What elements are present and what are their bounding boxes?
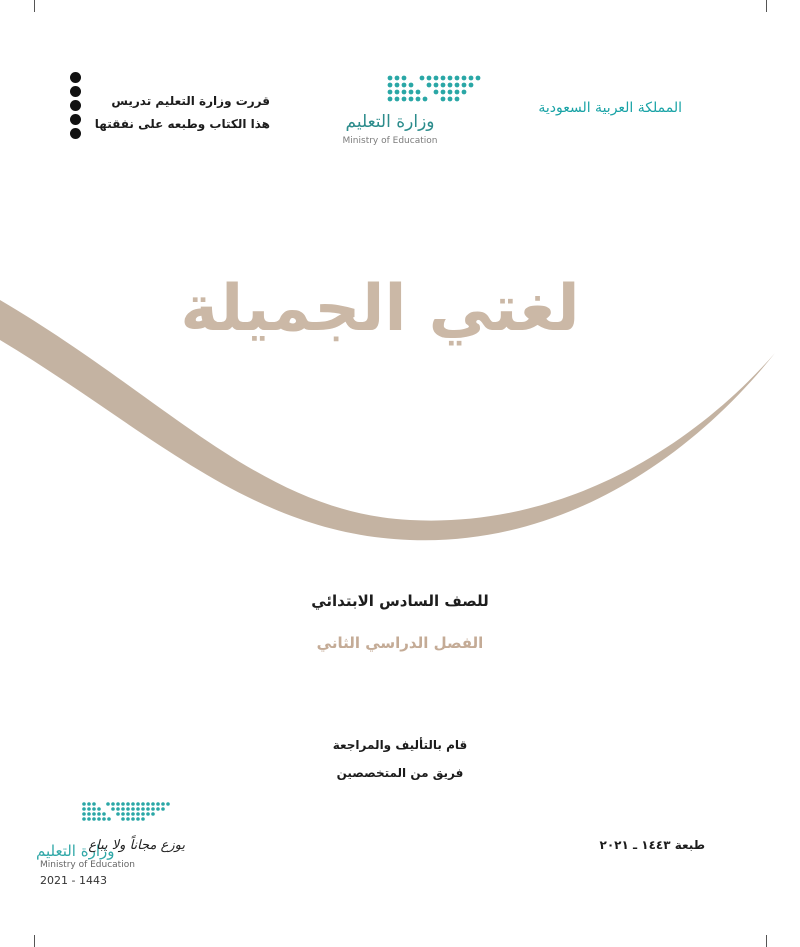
ministry-name-english-small: Ministry of Education bbox=[40, 860, 135, 870]
grade-level: للصف السادس الابتدائي bbox=[311, 592, 489, 610]
authors-line2: فريق من المتخصصين bbox=[336, 766, 464, 780]
bullet-dots-icon bbox=[70, 72, 86, 142]
ministry-name-english: Ministry of Education bbox=[342, 136, 438, 146]
ministry-logo-small-icon bbox=[82, 800, 178, 840]
publication-year: 2021 - 1443 bbox=[40, 874, 107, 887]
book-title: لغتي الجميلة bbox=[180, 272, 580, 346]
authors-line1: قام بالتأليف والمراجعة bbox=[332, 738, 468, 752]
free-distribution-note: يوزع مجاناً ولا يباع bbox=[88, 838, 185, 853]
approval-statement-line1: قررت وزارة التعليم تدريس bbox=[111, 94, 270, 108]
kingdom-label: المملكة العربية السعودية bbox=[538, 100, 682, 116]
ministry-name-arabic-small: وزارة التعليم bbox=[36, 842, 115, 860]
ministry-name-arabic: وزارة التعليم bbox=[345, 112, 435, 132]
approval-statement-line2: هذا الكتاب وطبعه على نفقتها bbox=[94, 117, 270, 131]
semester-label: الفصل الدراسي الثاني bbox=[316, 634, 484, 652]
edition-label: طبعة ١٤٤٣ ـ ٢٠٢١ bbox=[599, 838, 705, 852]
